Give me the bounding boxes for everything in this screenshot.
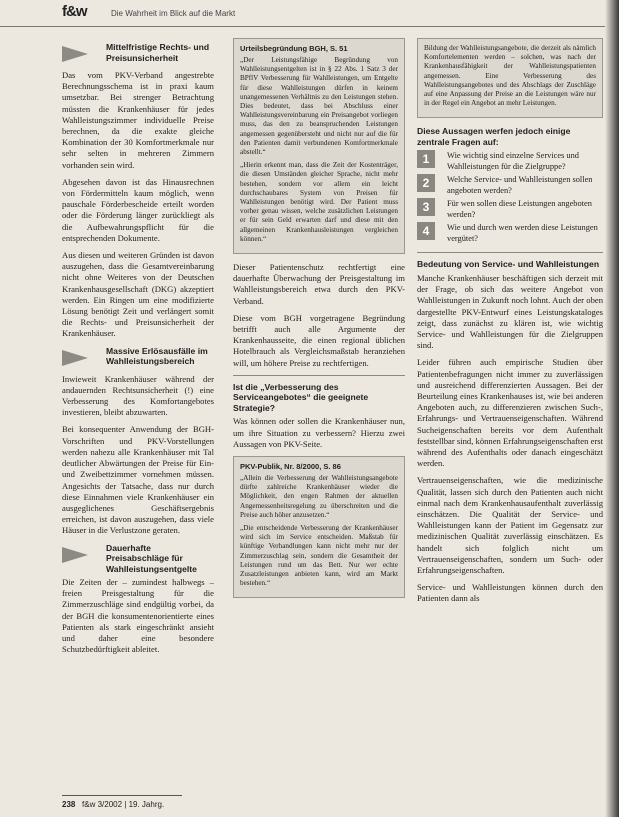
column-2 [233, 38, 405, 606]
page-number: 238 [62, 800, 76, 809]
number-1-icon: 1 [417, 150, 435, 168]
footer-rule [62, 795, 182, 796]
section-heading-1 [62, 42, 214, 68]
list-item: 2 Welche Service- und Wahlleistungen sollen angeboten werden? [417, 174, 603, 196]
divider [417, 252, 603, 253]
header-tagline: Die Wahrheit im Blick auf die Markt [111, 9, 236, 18]
page-footer [62, 800, 164, 809]
paragraph: Service- und Wahlleistungen können durch den Patienten dann als [417, 582, 603, 604]
book-gutter-shadow [605, 0, 619, 817]
section-heading-3 [62, 543, 214, 575]
list-item: 4 Wie und durch wen werden diese Leistungen vergütet? [417, 222, 603, 244]
quote-box-title: PKV-Publik, Nr. 8/2000, S. 86 [240, 462, 341, 471]
issue-info: f&w 3/2002 | 19. Jahrg. [82, 800, 165, 809]
paragraph: Das vom PKV-Verband angestrebte Berechnungsschema ist in praxi kaum umsetzbar. Bei strenger Betrachtung müssten die Krankenhäuser für jedes Wahlleistungszimmer individuelle Preise berechnen, da die exakte gleiche Kombination der 30 Komfortmerkmale nur sehr selten in mehreren Zimmern vorhanden sein wird. [62, 70, 214, 170]
column-3 [417, 38, 603, 611]
paragraph: Diese vom BGH vorgetragene Begründung betrifft auch alle Argumente der Krankenhausseite, die einen regional üblichen Hotelbrauch als Vergleichsmaßstab heranziehen will, um höhere Preise zu rechtfertigen. [233, 312, 405, 368]
quote-box [233, 38, 405, 254]
section-title: Dauerhafte Preisabschläge für Wahlleistungsentgelte [106, 542, 197, 574]
quote-text: „Der Leistungsfähige Begründung von Wahlleistungsentgelten ist in § 22 Abs. 1 Satz 3 der BPflV Verbesserung für Wahlleistungen, um Entgelte für diese Wahlleistungen dürfen in keinem unangemessenen Verhältnis zu den Leistungen stehen. Dies bedeutet, dass bei Abschluss einer Wahlleistungsvereinbarung ein Preisangebot vorliegen muss, das den zu beanspruchenden Leistungen angemessen gegenübersteht und nicht nur auf die für den Patienten damit verbundenen Komfortmerkmale abstellt.“ [240, 56, 398, 157]
subheading: Bedeutung von Service- und Wahlleistungen [417, 259, 600, 270]
section-title: Massive Erlösausfälle im Wahlleistungsbereich [106, 345, 208, 367]
paragraph: Manche Krankenhäuser beschäftigen sich derzeit mit der Frage, ob sich das weitere Angebot von Wahlleistungen in Zukunft noch lohnt. Auch der oben dargestellte PKV-Entwurf eines Leistungskataloges zeigt, dass zunächst zu klären ist, wie wichtig Service- und Wahlleistungen für die Zielgruppen sind. [417, 272, 603, 351]
list-item: 3 Für wen sollen diese Leistungen angeboten werden? [417, 198, 603, 220]
paragraph: Vertrauenseigenschaften, wie die medizinische Qualität, lassen sich durch den Patienten auch nicht einmal nach dem Krankenhausaufenthalt zuverlässig einschätzen. Die Qualität der Service- und Wahlleistungen kann der Patient im Gegensatz zur medizinischen Qualität zuverlässig einschätzen. Es handelt sich folglich nicht um Vertrauenseigenschaften, sondern um Such- oder Erfahrungseigenschaften. [417, 475, 603, 575]
section-marker-icon [62, 46, 88, 62]
paragraph: Inwieweit Krankenhäuser während der andauernden Rechtsunsicherheit (!) eine Verbesserung des Komfortangebotes investieren, bleibt abzuwarten. [62, 373, 214, 418]
magazine-logo: f&w [62, 3, 87, 20]
section-marker-icon [62, 547, 88, 563]
paragraph: Abgesehen davon ist das Hinausrechnen von Fördermitteln kaum möglich, wenn pauschale Förderbescheide erteilt worden oder die Förderung länger zurückliegt als die Aufbewahrungspflicht für die entsprechenden Dokumente. [62, 176, 214, 243]
quote-box [417, 38, 603, 118]
quote-box-title: Urteilsbegründung BGH, S. 51 [240, 44, 348, 53]
quote-text: Bildung der Wahlleistungsangebote, die derzeit als nämlich Komfortelementen werden – solchen, was nach der Krankenhausfähigkeit der Wahlleistungspatienten angemessen. Eine Verbesserung des Wahlleistungsangebotes und des Abschlags der Zuschläge auf eine Anpassung der Preise an die Leistungen wäre nur in der Regel ein Angebot an mehr Leistungen. [424, 44, 596, 108]
section-heading-2 [62, 346, 214, 372]
quote-box [233, 456, 405, 598]
number-2-icon: 2 [417, 174, 435, 192]
quote-text: „Die entscheidende Verbesserung der Krankenhäuser wird sich im Service entscheiden. Maßstab für künftige Verhandlungen kann nicht mehr nur der Zimmerzuschlag sein, sondern die Gesamtheit der Leistungen rund um das Bett. Nur wer echte Zusatzleistungen anbieten kann, wird am Markt bestehen.“ [240, 524, 398, 588]
divider [233, 375, 405, 376]
quote-text: „Allein die Verbesserung der Wahlleistungsangebote dürfte zahlreiche Krankenhäuser wieder die Möglichkeit, den engen Rahmen der aktuellen Angemessenheitsregelung zu überschreiten und die Preise auch höher anzusetzen.“ [240, 474, 398, 519]
column-1 [62, 38, 214, 661]
section-title: Mittelfristige Rechts- und Preisunsicherheit [106, 42, 210, 63]
paragraph: Bei konsequenter Anwendung der BGH-Vorschriften und PKV-Vorstellungen werden nahezu alle Krankenhäuser mit Tal deutlicher Abwärtungen der Preise für Ein- und Zweibettzimmer vornehmen müssen. Angesichts der Tatsache, dass nur durch diese Einnahmen viele Krankenhäuser ein ausgeglichenes Geschäftsergebnis erreichen, ist davon auszugehen, dass viele Häuser in die Verlustzone geraten. [62, 424, 214, 536]
quote-text: „Hierin erkennt man, dass die Zeit der Kostenträger, die diesen Umständen gleicher Sprache, nicht mehr bestehen, sondern vor allem ein leicht durchschaubares System von Preisen für Wahlleistungen benötigt wird. Der Patient muss vorher genau wissen, welche zusätzlichen Leistungen er für sein Geld erwarten darf und diese mit den allgemeinen Krankenhausleistungen vergleichen können.“ [240, 161, 398, 243]
paragraph: Dieser Patientenschutz rechtfertigt eine dauerhafte Überwachung der Preisgestaltung im Wahlleistungsbereich etwa durch den PKV-Verband. [233, 262, 405, 306]
paragraph: Aus diesen und weiteren Gründen ist davon auszugehen, dass die Gesamtvereinbarung nicht ohne Weiteres von der Deutschen Krankenhausgesellschaft (DKG) akzeptiert werden. Ein Ringen um eine modifizierte Lösung benötigt Zeit und verlängert somit die Rechts- und Preisunsicherheit der Krankenhäuser. [62, 250, 214, 339]
paragraph: Leider führen auch empirische Studien über Patientenbefragungen nicht immer zu zuverlässigen und ausreichend differenzierten Aussagen. Bei der Beurteilung eines Krankenhauses ist, wie bei anderen Angeboten auch, zu differenzieren zwischen Such-, Erfahrungs- und Vertrauenseigenschaften. Während Sucheigenschaften bereits vor dem Aufenthalt feststellbar sind, können Erfahrungseigenschaften erst während des Aufenthalts oder danach eingeschätzt werden. [417, 357, 603, 469]
section-marker-icon [62, 350, 88, 366]
subheading: Ist die „Verbesserung des Serviceangebotes“ die geeignete Strategie? [233, 381, 369, 413]
subheading: Diese Aussagen werfen jedoch einige zentrale Fragen auf: [417, 126, 571, 147]
paragraph: Die Zeiten der – zumindest halbwegs – freien Preisgestaltung für die Zimmerzuschläge sind endgültig vorbei, da der BGH die konsumentenorientierte eines Patienten als stark eingeschränkt ansieht und daher eine besondere Schutzbedürftigkeit ableitet. [62, 577, 214, 655]
paragraph: Was können oder sollen die Krankenhäuser nun, um ihre Situation zu verbessern? Hierzu zwei Aussagen von PKV-Seite. [233, 416, 405, 449]
list-item: 1 Wie wichtig sind einzelne Services und Wahlleistungen für die Zielgruppe? [417, 150, 603, 172]
page-header [0, 0, 619, 27]
question-list [417, 150, 603, 244]
number-3-icon: 3 [417, 198, 435, 216]
number-4-icon: 4 [417, 222, 435, 240]
